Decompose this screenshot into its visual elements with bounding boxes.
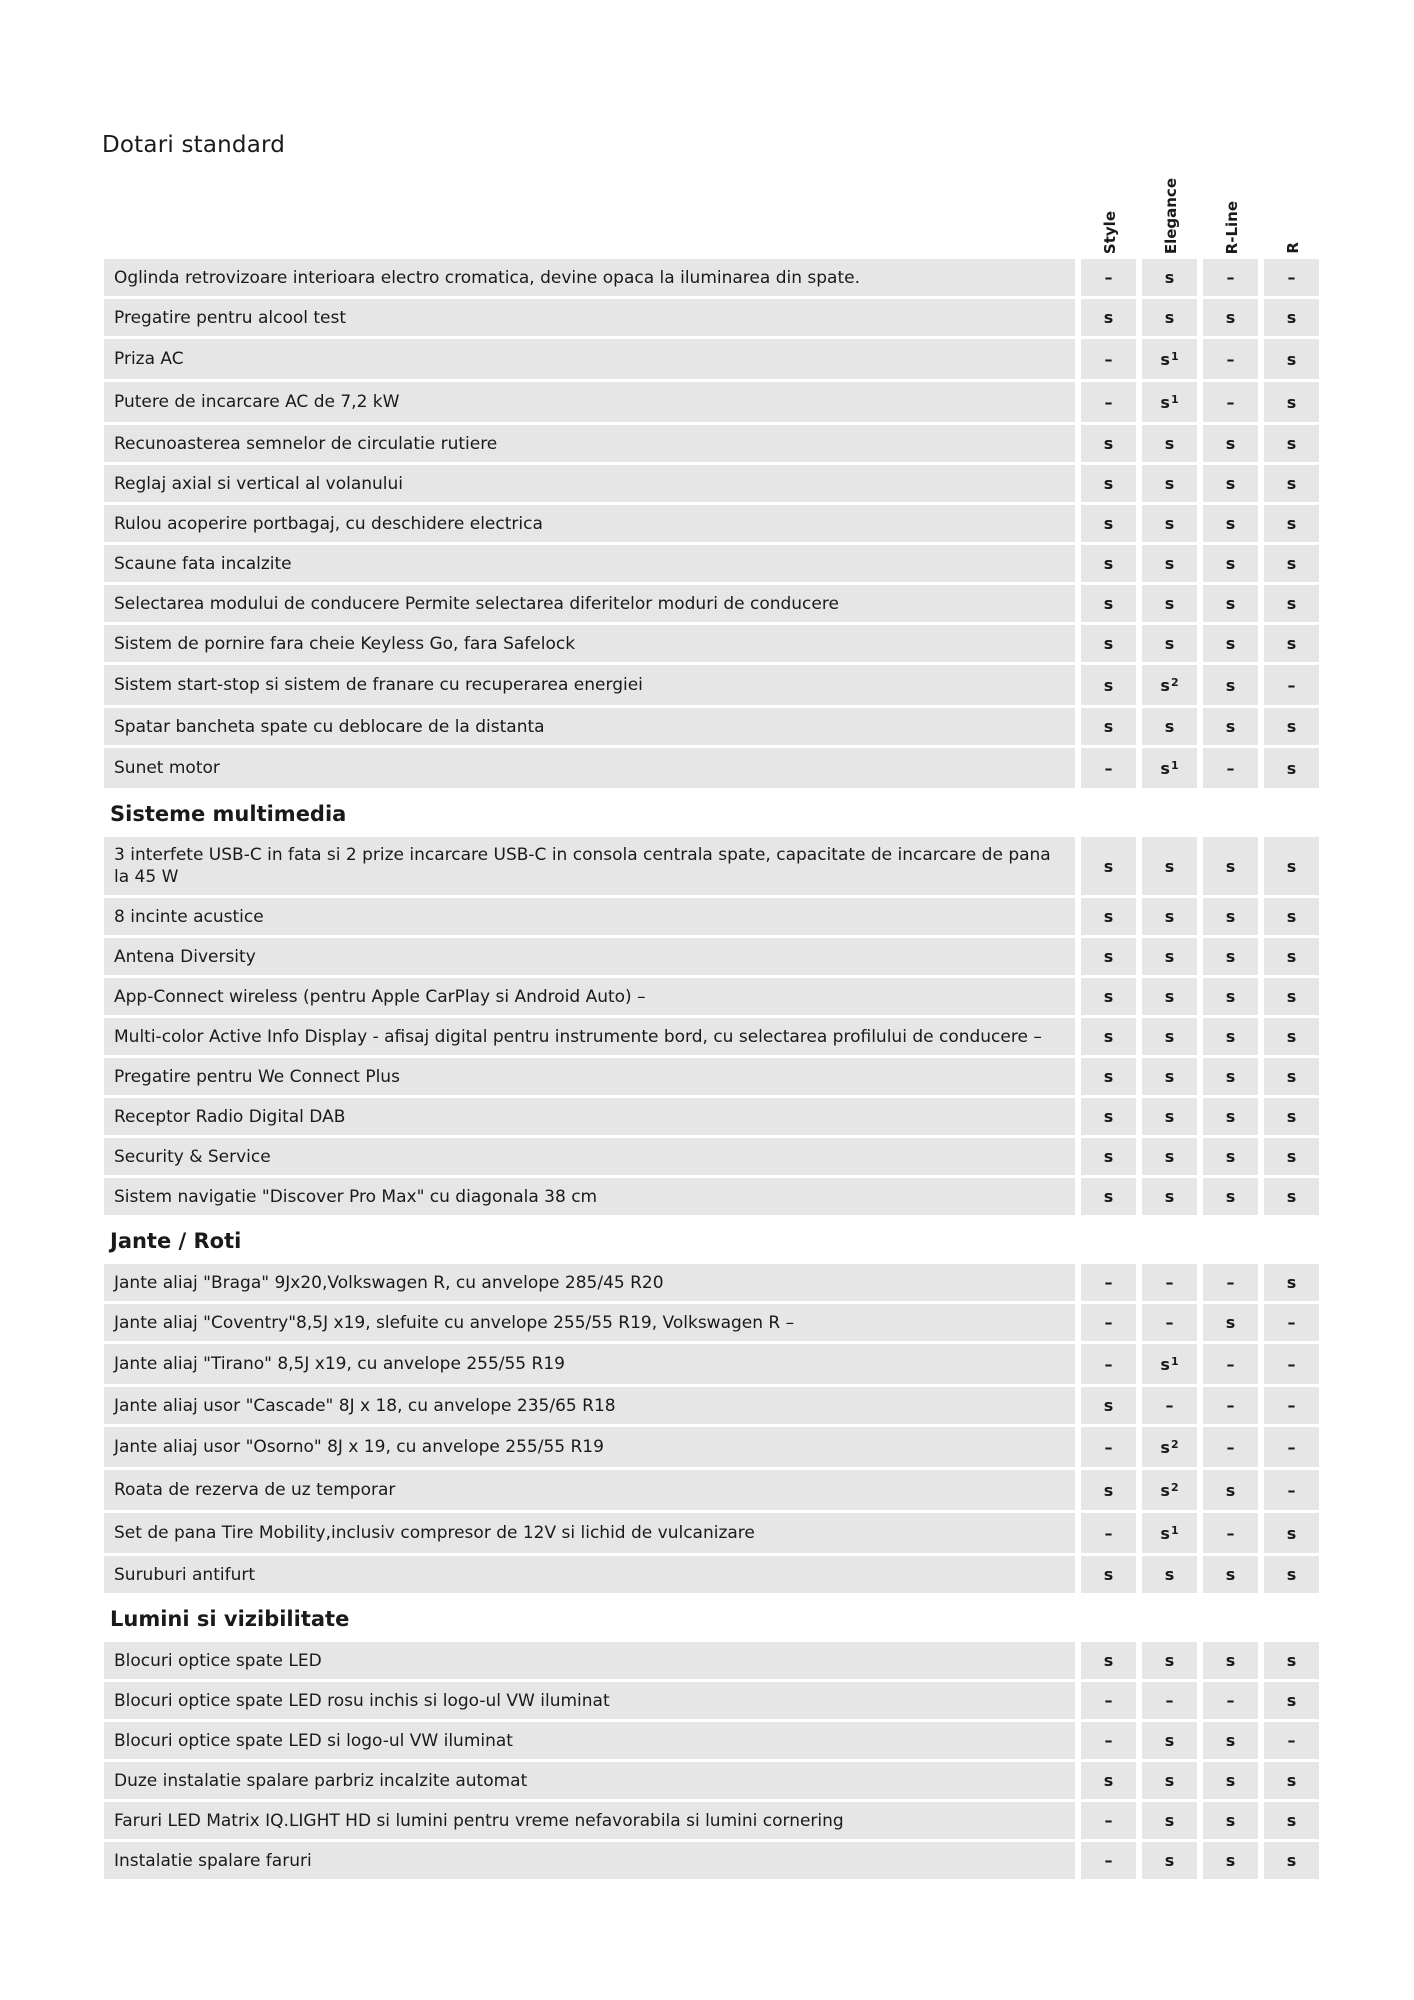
availability-cell: s xyxy=(1203,1138,1258,1175)
availability-cell: s xyxy=(1264,1682,1319,1719)
availability-cell: s xyxy=(1081,299,1136,336)
footnote-marker: 2 xyxy=(1170,1437,1179,1451)
table-row xyxy=(104,1387,1322,1424)
availability-cell: s xyxy=(1203,1642,1258,1679)
availability-cell: s xyxy=(1203,625,1258,662)
availability-cell: s $^1$ xyxy=(1142,382,1197,422)
availability-cell: s $^1$ xyxy=(1142,748,1197,788)
availability-cell: – xyxy=(1081,1842,1136,1879)
table-row xyxy=(104,465,1322,502)
availability-cell: s xyxy=(1081,425,1136,462)
availability-cell: s xyxy=(1081,1178,1136,1215)
availability-cell: s xyxy=(1142,425,1197,462)
availability-cell: s xyxy=(1081,625,1136,662)
availability-cell: s xyxy=(1203,708,1258,745)
availability-cell: s xyxy=(1264,625,1319,662)
availability-cell: s xyxy=(1264,1018,1319,1055)
feature-label: Blocuri optice spate LED rosu inchis si logo-ul VW iluminat xyxy=(104,1682,1075,1719)
availability-cell: – xyxy=(1081,1802,1136,1839)
availability-cell: s xyxy=(1142,978,1197,1015)
column-header-r-line: R-Line xyxy=(1222,200,1241,254)
table-row xyxy=(104,1802,1322,1839)
availability-cell: – xyxy=(1142,1682,1197,1719)
equipment-table xyxy=(104,259,1322,1882)
availability-cell: s $^2$ xyxy=(1142,1470,1197,1510)
availability-cell: s xyxy=(1142,299,1197,336)
availability-cell: – xyxy=(1203,1427,1258,1467)
availability-cell: s xyxy=(1264,465,1319,502)
availability-cell: s xyxy=(1142,1178,1197,1215)
availability-cell: s xyxy=(1264,1513,1319,1553)
column-headers xyxy=(1082,168,1322,254)
footnote-marker: 1 xyxy=(1170,349,1179,363)
availability-cell: – xyxy=(1081,339,1136,379)
feature-label: Recunoasterea semnelor de circulatie rutiere xyxy=(104,425,1075,462)
availability-cell: s xyxy=(1203,1842,1258,1879)
table-row xyxy=(104,1513,1322,1553)
availability-cell: s xyxy=(1203,1556,1258,1593)
availability-cell: s xyxy=(1264,425,1319,462)
table-row xyxy=(104,1842,1322,1879)
availability-cell: s xyxy=(1264,299,1319,336)
availability-cell: – xyxy=(1081,748,1136,788)
availability-cell: s xyxy=(1203,585,1258,622)
availability-cell: s xyxy=(1081,837,1136,895)
availability-cell: s xyxy=(1203,1098,1258,1135)
availability-cell: s xyxy=(1203,299,1258,336)
availability-cell: s xyxy=(1264,898,1319,935)
availability-cell: – xyxy=(1264,1387,1319,1424)
availability-cell: s xyxy=(1142,585,1197,622)
table-row xyxy=(104,1058,1322,1095)
availability-cell: s xyxy=(1264,1762,1319,1799)
availability-cell: s xyxy=(1203,1470,1258,1510)
availability-cell: s xyxy=(1264,837,1319,895)
footnote-marker: 1 xyxy=(1170,392,1179,406)
feature-label: Blocuri optice spate LED si logo-ul VW iluminat xyxy=(104,1722,1075,1759)
table-row xyxy=(104,505,1322,542)
section-title: Lumini si vizibilitate xyxy=(110,1607,350,1631)
availability-cell: – xyxy=(1203,382,1258,422)
availability-cell: – xyxy=(1081,382,1136,422)
feature-label: Jante aliaj usor "Osorno" 8J x 19, cu anvelope 255/55 R19 xyxy=(104,1427,1075,1467)
table-row xyxy=(104,837,1322,895)
availability-cell: – xyxy=(1203,748,1258,788)
feature-label: Putere de incarcare AC de 7,2 kW xyxy=(104,382,1075,422)
availability-cell: s xyxy=(1203,978,1258,1015)
feature-label: Jante aliaj "Braga" 9Jx20,Volkswagen R, cu anvelope 285/45 R20 xyxy=(104,1264,1075,1301)
feature-label: Receptor Radio Digital DAB xyxy=(104,1098,1075,1135)
footnote-marker: 1 xyxy=(1170,1354,1179,1368)
availability-cell: s xyxy=(1081,1470,1136,1510)
availability-cell: – xyxy=(1081,1304,1136,1341)
feature-label: Duze instalatie spalare parbriz incalzite automat xyxy=(104,1762,1075,1799)
table-row xyxy=(104,1762,1322,1799)
availability-cell: – xyxy=(1264,1344,1319,1384)
feature-label: Roata de rezerva de uz temporar xyxy=(104,1470,1075,1510)
availability-cell: s xyxy=(1081,465,1136,502)
availability-cell: – xyxy=(1142,1304,1197,1341)
availability-cell: s xyxy=(1264,1058,1319,1095)
table-row xyxy=(104,665,1322,705)
availability-cell: s xyxy=(1203,545,1258,582)
table-row xyxy=(104,708,1322,745)
feature-label: 8 incinte acustice xyxy=(104,898,1075,935)
availability-cell: s xyxy=(1081,1556,1136,1593)
availability-cell: s xyxy=(1264,1178,1319,1215)
availability-cell: s xyxy=(1203,665,1258,705)
availability-cell: s $^1$ xyxy=(1142,1513,1197,1553)
availability-cell: s xyxy=(1203,1178,1258,1215)
availability-cell: s xyxy=(1081,1762,1136,1799)
availability-cell: s xyxy=(1264,382,1319,422)
availability-cell: s xyxy=(1081,938,1136,975)
table-row xyxy=(104,1427,1322,1467)
availability-cell: s xyxy=(1142,1642,1197,1679)
availability-cell: s xyxy=(1142,505,1197,542)
availability-cell: s xyxy=(1081,978,1136,1015)
feature-label: Sistem start-stop si sistem de franare cu recuperarea energiei xyxy=(104,665,1075,705)
availability-cell: – xyxy=(1081,259,1136,296)
availability-cell: s xyxy=(1081,1098,1136,1135)
availability-cell: s xyxy=(1142,1762,1197,1799)
availability-cell: s xyxy=(1203,1018,1258,1055)
availability-cell: s $^1$ xyxy=(1142,1344,1197,1384)
feature-label: Rulou acoperire portbagaj, cu deschidere electrica xyxy=(104,505,1075,542)
availability-cell: s xyxy=(1142,1138,1197,1175)
availability-cell: – xyxy=(1081,1682,1136,1719)
availability-cell: s xyxy=(1142,1842,1197,1879)
availability-cell: s $^2$ xyxy=(1142,1427,1197,1467)
availability-cell: s xyxy=(1142,837,1197,895)
availability-cell: s xyxy=(1264,1802,1319,1839)
table-row xyxy=(104,299,1322,336)
availability-cell: – xyxy=(1203,1344,1258,1384)
section-title: Sisteme multimedia xyxy=(110,802,347,826)
availability-cell: s xyxy=(1142,1098,1197,1135)
availability-cell: s xyxy=(1081,898,1136,935)
availability-cell: s xyxy=(1081,545,1136,582)
table-row xyxy=(104,1470,1322,1510)
feature-label: Jante aliaj usor "Cascade" 8J x 18, cu anvelope 235/65 R18 xyxy=(104,1387,1075,1424)
table-row xyxy=(104,1642,1322,1679)
availability-cell: s xyxy=(1264,748,1319,788)
availability-cell: – xyxy=(1203,1513,1258,1553)
table-row xyxy=(104,1304,1322,1341)
feature-label: Sunet motor xyxy=(104,748,1075,788)
feature-label: 3 interfete USB-C in fata si 2 prize incarcare USB-C in consola centrala spate, capacitate de incarcare de pana la 45 W xyxy=(104,837,1075,895)
availability-cell: s xyxy=(1081,1138,1136,1175)
availability-cell: s xyxy=(1081,505,1136,542)
feature-label: Jante aliaj "Coventry"8,5J x19, slefuite cu anvelope 255/55 R19, Volkswagen R – xyxy=(104,1304,1075,1341)
availability-cell: – xyxy=(1203,1264,1258,1301)
availability-cell: s xyxy=(1081,708,1136,745)
feature-label: Selectarea modului de conducere Permite selectarea diferitelor moduri de conducere xyxy=(104,585,1075,622)
feature-label: Oglinda retrovizoare interioara electro cromatica, devine opaca la iluminarea din spate. xyxy=(104,259,1075,296)
table-row xyxy=(104,938,1322,975)
availability-cell: s xyxy=(1142,1802,1197,1839)
availability-cell: – xyxy=(1081,1513,1136,1553)
table-row xyxy=(104,382,1322,422)
availability-cell: s xyxy=(1142,898,1197,935)
availability-cell: s xyxy=(1203,938,1258,975)
availability-cell: s xyxy=(1203,1058,1258,1095)
availability-cell: s xyxy=(1081,665,1136,705)
feature-label: Blocuri optice spate LED xyxy=(104,1642,1075,1679)
table-row xyxy=(104,748,1322,788)
availability-cell: s xyxy=(1081,1058,1136,1095)
availability-cell: s xyxy=(1142,625,1197,662)
table-row xyxy=(104,625,1322,662)
feature-label: Pregatire pentru We Connect Plus xyxy=(104,1058,1075,1095)
feature-label: Priza AC xyxy=(104,339,1075,379)
availability-cell: s xyxy=(1203,837,1258,895)
table-row xyxy=(104,425,1322,462)
availability-cell: – xyxy=(1264,1304,1319,1341)
availability-cell: s xyxy=(1081,585,1136,622)
table-row xyxy=(104,545,1322,582)
availability-cell: s xyxy=(1203,1802,1258,1839)
availability-cell: s xyxy=(1142,1018,1197,1055)
availability-cell: s xyxy=(1264,545,1319,582)
availability-cell: – xyxy=(1142,1387,1197,1424)
availability-cell: – xyxy=(1264,259,1319,296)
availability-cell: s xyxy=(1203,898,1258,935)
availability-cell: s $^2$ xyxy=(1142,665,1197,705)
feature-label: Faruri LED Matrix IQ.LIGHT HD si lumini pentru vreme nefavorabila si lumini cornering xyxy=(104,1802,1075,1839)
availability-cell: s xyxy=(1264,339,1319,379)
availability-cell: s xyxy=(1142,1058,1197,1095)
table-row xyxy=(104,1556,1322,1593)
table-row xyxy=(104,585,1322,622)
feature-label: Jante aliaj "Tirano" 8,5J x19, cu anvelope 255/55 R19 xyxy=(104,1344,1075,1384)
availability-cell: s xyxy=(1203,1722,1258,1759)
availability-cell: s xyxy=(1142,545,1197,582)
availability-cell: s xyxy=(1203,1762,1258,1799)
availability-cell: – xyxy=(1264,1470,1319,1510)
feature-label: Sistem navigatie "Discover Pro Max" cu diagonala 38 cm xyxy=(104,1178,1075,1215)
table-row xyxy=(104,1682,1322,1719)
availability-cell: – xyxy=(1081,1722,1136,1759)
availability-cell: – xyxy=(1203,259,1258,296)
availability-cell: s xyxy=(1203,465,1258,502)
availability-cell: – xyxy=(1142,1264,1197,1301)
feature-label: Sistem de pornire fara cheie Keyless Go, fara Safelock xyxy=(104,625,1075,662)
table-row xyxy=(104,1178,1322,1215)
availability-cell: s xyxy=(1142,465,1197,502)
page-title: Dotari standard xyxy=(102,132,286,158)
table-row xyxy=(104,898,1322,935)
availability-cell: s xyxy=(1142,1722,1197,1759)
availability-cell: – xyxy=(1081,1427,1136,1467)
feature-label: Set de pana Tire Mobility,inclusiv compresor de 12V si lichid de vulcanizare xyxy=(104,1513,1075,1553)
availability-cell: s xyxy=(1081,1018,1136,1055)
availability-cell: s xyxy=(1264,978,1319,1015)
availability-cell: – xyxy=(1264,1427,1319,1467)
availability-cell: s xyxy=(1264,708,1319,745)
availability-cell: s xyxy=(1081,1642,1136,1679)
availability-cell: s xyxy=(1264,585,1319,622)
table-row xyxy=(104,1722,1322,1759)
table-row xyxy=(104,259,1322,296)
footnote-marker: 1 xyxy=(1170,1523,1179,1537)
feature-label: Suruburi antifurt xyxy=(104,1556,1075,1593)
availability-cell: s $^1$ xyxy=(1142,339,1197,379)
column-header-elegance: Elegance xyxy=(1161,177,1180,254)
feature-label: Security & Service xyxy=(104,1138,1075,1175)
availability-cell: s xyxy=(1264,1842,1319,1879)
availability-cell: s xyxy=(1203,1304,1258,1341)
availability-cell: s xyxy=(1142,938,1197,975)
availability-cell: – xyxy=(1264,665,1319,705)
column-header-style: Style xyxy=(1100,210,1119,254)
availability-cell: s xyxy=(1264,1098,1319,1135)
availability-cell: – xyxy=(1203,1387,1258,1424)
availability-cell: s xyxy=(1142,708,1197,745)
table-row xyxy=(104,339,1322,379)
availability-cell: s xyxy=(1264,505,1319,542)
availability-cell: s xyxy=(1142,1556,1197,1593)
availability-cell: s xyxy=(1203,425,1258,462)
availability-cell: s xyxy=(1264,938,1319,975)
column-header-r: R xyxy=(1283,242,1302,254)
footnote-marker: 2 xyxy=(1170,675,1179,689)
table-row xyxy=(104,978,1322,1015)
availability-cell: – xyxy=(1081,1264,1136,1301)
availability-cell: – xyxy=(1203,339,1258,379)
availability-cell: s xyxy=(1264,1138,1319,1175)
feature-label: App-Connect wireless (pentru Apple CarPlay si Android Auto) – xyxy=(104,978,1075,1015)
availability-cell: s xyxy=(1081,1387,1136,1424)
availability-cell: – xyxy=(1264,1722,1319,1759)
footnote-marker: 2 xyxy=(1170,1480,1179,1494)
availability-cell: s xyxy=(1264,1556,1319,1593)
availability-cell: – xyxy=(1203,1682,1258,1719)
feature-label: Pregatire pentru alcool test xyxy=(104,299,1075,336)
table-row xyxy=(104,1098,1322,1135)
feature-label: Spatar bancheta spate cu deblocare de la distanta xyxy=(104,708,1075,745)
table-row xyxy=(104,1264,1322,1301)
availability-cell: s xyxy=(1203,505,1258,542)
table-row xyxy=(104,1138,1322,1175)
feature-label: Reglaj axial si vertical al volanului xyxy=(104,465,1075,502)
table-row xyxy=(104,1018,1322,1055)
feature-label: Scaune fata incalzite xyxy=(104,545,1075,582)
feature-label: Antena Diversity xyxy=(104,938,1075,975)
feature-label: Instalatie spalare faruri xyxy=(104,1842,1075,1879)
availability-cell: – xyxy=(1081,1344,1136,1384)
availability-cell: s xyxy=(1264,1264,1319,1301)
footnote-marker: 1 xyxy=(1170,758,1179,772)
section-title: Jante / Roti xyxy=(110,1229,242,1253)
feature-label: Multi-color Active Info Display - afisaj digital pentru instrumente bord, cu selectarea profilului de conducere – xyxy=(104,1018,1075,1055)
availability-cell: s xyxy=(1264,1642,1319,1679)
availability-cell: s xyxy=(1142,259,1197,296)
table-row xyxy=(104,1344,1322,1384)
